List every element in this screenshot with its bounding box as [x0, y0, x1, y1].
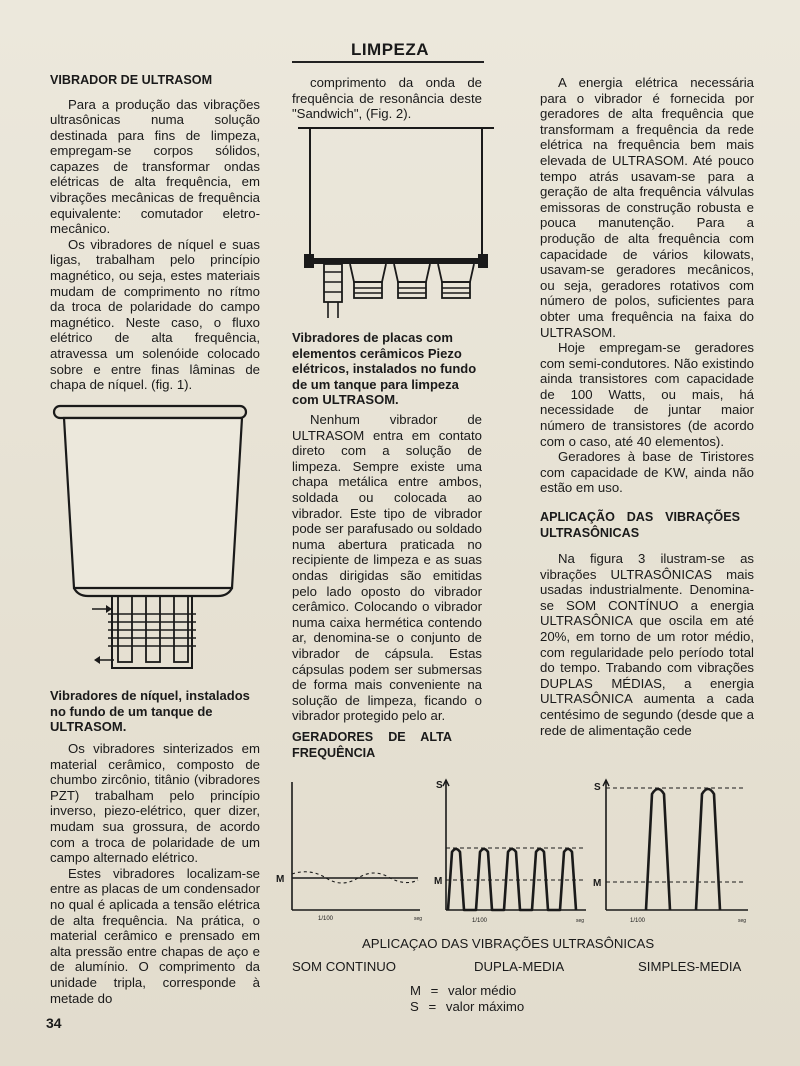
column-2-top — [292, 75, 482, 122]
panel-label-dupla-media: DUPLA-MEDIA — [474, 959, 565, 974]
paragraph: Nenhum vibrador de ULTRASOM entra em contato direto com a solução de limpeza. Sempre existe uma chapa metálica entre ambos, soldada ou colocada ao vibrador. Este tipo de vibrador pode ser parafusado ou soldado numa abertura praticada no recipiente de limpeza e as suas ondas dirigidas são emitidas pelo lado oposto do vibrador cerâmico. Colocando o vibrador numa caixa hermética contendo ar, denomina-se o conjunto de vibrador de cápsula. Estas cápsulas podem ser submersas de forma mais conveniente na solução de limpeza, ficando o vibrador protegido pelo ar. — [292, 412, 482, 724]
paragraph: Geradores à base de Tiristores com capacidade de KW, ainda não estão em uso. — [540, 449, 754, 496]
x-unit-label: seg — [414, 916, 423, 922]
column-2-body — [292, 412, 482, 724]
panel-label-simples-media: SIMPLES-MEDIA — [638, 959, 742, 974]
paragraph: Estes vibradores localizam-se entre as placas de um condensador no qual é aplicada a tensão elétrica de alta frequência. Na prática, o material cerâmico e prensado em alta pressão entre chapas de aço e de alumínio. O comprimento da unidade tripla, corresponde à metade do — [50, 865, 260, 1006]
x-tick-label: 1/100 — [318, 916, 334, 922]
legend-text: valor máximo — [445, 999, 525, 1014]
legend-text: valor médio — [448, 983, 517, 998]
max-mark-label: S — [436, 780, 443, 791]
max-mark-label: S — [594, 782, 601, 793]
waveform-panel-som-continuo — [276, 782, 422, 922]
paragraph: Para a produção das vibrações ultrasônicas numa solução destinada para fins de limpeza, empregam-se corpos sólidos, capazes de transformar ondas elétricas de alta frequência, em vibrações mecânicas de frequência equivalente: comutador eletro-mecânico. — [50, 96, 260, 237]
section-heading-aplicacao: APLICAÇÃO DAS VIBRAÇÕES ULTRASÔNICAS — [540, 510, 740, 540]
section-heading-vibrador: VIBRADOR DE ULTRASOM — [50, 73, 213, 87]
page-header-title: LIMPEZA — [350, 40, 430, 59]
mean-mark-label: M — [593, 878, 602, 889]
legend-symbol: M — [410, 983, 421, 998]
column-1-top — [50, 73, 260, 393]
column-3-top — [540, 75, 754, 738]
header-rule — [292, 61, 484, 63]
paragraph: Hoje empregam-se geradores com semi-condutores. Não existindo ainda transistores com capacidade de 100 Watts, ou mais, há necessidade de juntar maior número de transistores (de acordo com o caso, até 40 elementos). — [540, 340, 754, 449]
figure-3-waveforms — [270, 772, 760, 930]
legend-row-mean — [410, 983, 516, 998]
figure-2-piezo-vibrator-tank — [296, 124, 496, 320]
legend-symbol: S — [410, 999, 419, 1014]
page-number: 34 — [46, 1015, 62, 1031]
figure-3-title: APLICAÇAO DAS VIBRAÇÕES ULTRASÔNICAS — [362, 936, 655, 951]
x-unit-label: seg — [576, 918, 585, 924]
paragraph: comprimento da onda de frequência de resonância deste "Sandwich", (Fig. 2). — [292, 75, 482, 122]
paragraph: Os vibradores de níquel e suas ligas, trabalham pelo princípio magnético, ou seja, estes materiais mudam de comprimento no rítmo da troca de polaridade do campo magnético. Neste caso, o fluxo elétrico de alta frequência, atravessa um solenóide colocado sobre e entre finas lâminas de chapa de níquel. (fig. 1). — [50, 236, 260, 393]
figure-1-caption: Vibradores de níquel, instalados no fundo de um tanque de ULTRASOM. — [50, 688, 250, 735]
panel-label-som-continuo: SOM CONTINUO — [292, 959, 397, 974]
mean-mark-label: M — [434, 876, 443, 887]
legend-equals: = — [428, 999, 437, 1014]
x-tick-label: 1/100 — [472, 918, 488, 924]
figure-2-caption: Vibradores de placas com elementos cerâmicos Piezo elétricos, instalados no fundo de um tanque para limpeza com ULTRASOM. — [292, 330, 477, 408]
x-unit-label: seg — [738, 918, 747, 924]
legend-equals: = — [430, 983, 439, 998]
waveform-panel-dupla-media — [434, 780, 586, 924]
section-heading-geradores: GERADORES DE ALTA FREQUÊNCIA — [292, 730, 452, 760]
legend-row-max — [410, 999, 524, 1014]
paragraph: Os vibradores sinterizados em material cerâmico, composto de chumbo zircônio, titânio (vibradores PZT) trabalham pelo princípio inverso, piezo-elétrico, quer dizer, mudam sua grossura, de acordo com a troca de polaridade de um campo alternado elétrico. — [50, 741, 260, 866]
column-1-bottom — [50, 741, 260, 1006]
mean-mark-label: M — [276, 874, 285, 885]
paragraph: A energia elétrica necessária para o vibrador é fornecida por geradores de alta frequência que transformam a frequência da rede elétrica na frequência bem mais elevada de ULTRASOM. Até pouco tempo atrás usavam-se para a geração de alta frequência válvulas emissoras de construção robusta e pouca manutenção. Para a produção de alta frequência com capacidade de vários kilowats, usavam-se geradores mecânicos, ou seja, geradores rotativos com número de polos, suficientes para obter uma frequência na faixa do ULTRASOM. — [540, 75, 754, 340]
figure-1-nickel-vibrator-tank — [48, 400, 258, 682]
paragraph: Na figura 3 ilustram-se as vibrações ULTRASÔNICAS mais usadas industrialmente. Denomina-se SOM CONTÍNUO a energia ULTRASÔNICA que oscila em até 20%, em torno de um rotor médio, com regularidade pelo período total do tempo. Trabando com vibrações DUPLAS MÉDIAS, a energia ULTRASÔNICA aumenta a cada centésimo de segundo (desde que a rede de alimentação cede — [540, 551, 754, 738]
x-tick-label: 1/100 — [630, 918, 646, 924]
waveform-panel-simples-media — [593, 780, 748, 924]
